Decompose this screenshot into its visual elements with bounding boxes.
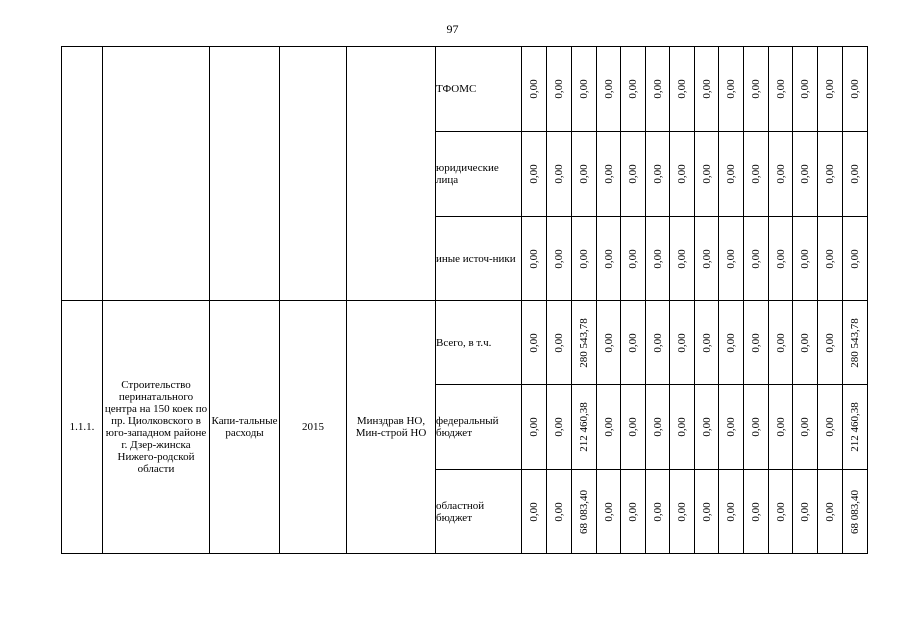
value-cell (547, 385, 572, 470)
page-number: 97 (446, 22, 459, 36)
value-cell (843, 301, 868, 385)
value-cell (621, 470, 646, 554)
value-text: 0,00 (627, 501, 639, 522)
value-cell (843, 385, 868, 470)
value-cell (793, 385, 818, 470)
value-text: 0,00 (725, 332, 737, 353)
value-text: 212 460,38 (849, 402, 861, 452)
value-cell (793, 132, 818, 217)
value-cell (719, 132, 744, 217)
value-cell (744, 470, 769, 554)
funding-source-label: областной бюджет (436, 470, 522, 554)
value-cell (597, 301, 621, 385)
value-cell (695, 470, 719, 554)
value-text: 0,00 (799, 332, 811, 353)
value-cell (547, 217, 572, 301)
value-cell (646, 301, 670, 385)
value-text: 0,00 (849, 164, 861, 184)
empty-merged-cell (347, 47, 436, 301)
value-text: 0,00 (824, 501, 836, 522)
value-text: 0,00 (774, 79, 787, 99)
value-cell (522, 47, 547, 132)
value-text: 0,00 (602, 248, 615, 269)
value-text: 0,00 (799, 417, 811, 437)
value-text: 0,00 (578, 164, 590, 184)
item-number: 1.1.1. (62, 301, 103, 554)
value-text: 0,00 (676, 164, 688, 184)
empty-merged-cell (62, 47, 103, 301)
value-text: 0,00 (799, 501, 811, 522)
value-cell (670, 385, 695, 470)
value-cell (522, 132, 547, 217)
value-text: 0,00 (750, 164, 762, 184)
value-cell (572, 132, 597, 217)
value-text: 0,00 (824, 417, 836, 437)
value-cell (597, 217, 621, 301)
value-cell (547, 132, 572, 217)
value-text: 0,00 (651, 501, 664, 522)
value-text: 0,00 (651, 79, 664, 99)
value-cell (769, 385, 793, 470)
value-text: 0,00 (676, 248, 688, 269)
value-cell (646, 47, 670, 132)
value-cell (572, 217, 597, 301)
value-cell (744, 385, 769, 470)
value-text: 0,00 (799, 248, 811, 269)
value-text: 0,00 (602, 332, 615, 353)
value-cell (695, 301, 719, 385)
value-text: 0,00 (750, 79, 762, 99)
value-cell (621, 385, 646, 470)
table-row (62, 301, 868, 385)
value-text: 0,00 (553, 417, 565, 437)
value-text: 0,00 (725, 501, 737, 522)
value-text: 0,00 (627, 417, 639, 437)
table-row (62, 47, 868, 132)
value-cell (695, 385, 719, 470)
value-text: 0,00 (725, 248, 737, 269)
value-text: 280 543,78 (578, 317, 590, 368)
value-text: 0,00 (700, 501, 713, 522)
value-cell (621, 132, 646, 217)
value-text: 0,00 (774, 332, 787, 353)
value-cell (547, 47, 572, 132)
value-cell (818, 47, 843, 132)
value-text: 0,00 (528, 164, 540, 184)
value-text: 0,00 (627, 332, 639, 353)
value-text: 0,00 (824, 79, 836, 99)
value-text: 0,00 (676, 332, 688, 353)
value-text: 0,00 (750, 417, 762, 437)
value-cell (843, 470, 868, 554)
value-cell (818, 470, 843, 554)
empty-merged-cell (210, 47, 280, 301)
value-cell (769, 132, 793, 217)
value-cell (793, 47, 818, 132)
value-cell (670, 132, 695, 217)
value-text: 0,00 (750, 332, 762, 353)
value-text: 0,00 (676, 501, 688, 522)
value-text: 0,00 (651, 417, 664, 437)
value-cell (793, 217, 818, 301)
value-text: 0,00 (553, 332, 565, 353)
value-text: 0,00 (849, 79, 861, 99)
value-text: 0,00 (824, 332, 836, 353)
value-text: 0,00 (602, 417, 615, 437)
value-text: 0,00 (700, 248, 713, 269)
value-cell (793, 301, 818, 385)
value-cell (695, 47, 719, 132)
value-cell (744, 301, 769, 385)
empty-merged-cell (103, 47, 210, 301)
value-cell (597, 132, 621, 217)
value-cell (719, 301, 744, 385)
value-cell (843, 47, 868, 132)
value-text: 0,00 (528, 248, 540, 269)
value-text: 0,00 (750, 501, 762, 522)
value-cell (547, 470, 572, 554)
value-text: 68 083,40 (578, 489, 590, 534)
value-text: 0,00 (700, 332, 713, 353)
value-cell (744, 47, 769, 132)
value-text: 0,00 (700, 79, 713, 99)
value-text: 0,00 (528, 501, 540, 522)
value-text: 0,00 (602, 501, 615, 522)
value-text: 0,00 (799, 164, 811, 184)
value-cell (744, 132, 769, 217)
value-cell (818, 301, 843, 385)
value-text: 0,00 (553, 79, 565, 99)
value-text: 0,00 (799, 79, 811, 99)
value-cell (597, 470, 621, 554)
value-cell (646, 217, 670, 301)
value-cell (818, 217, 843, 301)
value-text: 68 083,40 (849, 489, 861, 534)
value-text: 0,00 (849, 248, 861, 269)
value-cell (572, 385, 597, 470)
value-cell (818, 385, 843, 470)
value-cell (670, 301, 695, 385)
value-cell (572, 301, 597, 385)
expense-type: Капи-тальные расходы (210, 301, 280, 554)
value-text: 0,00 (651, 164, 664, 184)
value-text: 0,00 (578, 248, 590, 269)
value-text: 0,00 (750, 248, 762, 269)
value-text: 0,00 (725, 164, 737, 184)
value-cell (719, 385, 744, 470)
funding-source-label: федеральный бюджет (436, 385, 522, 470)
value-cell (597, 385, 621, 470)
value-text: 0,00 (774, 501, 787, 522)
value-text: 280 543,78 (849, 317, 861, 368)
value-cell (522, 385, 547, 470)
value-text: 0,00 (627, 248, 639, 269)
value-cell (695, 132, 719, 217)
value-text: 0,00 (602, 79, 615, 99)
value-text: 0,00 (700, 164, 713, 184)
value-text: 212 460,38 (578, 402, 590, 452)
value-cell (719, 470, 744, 554)
value-text: 0,00 (528, 79, 540, 99)
value-cell (843, 132, 868, 217)
value-cell (597, 47, 621, 132)
value-text: 0,00 (700, 417, 713, 437)
value-cell (793, 470, 818, 554)
value-cell (670, 47, 695, 132)
value-cell (572, 470, 597, 554)
funding-source-label: иные источ-ники (436, 217, 522, 301)
value-text: 0,00 (824, 248, 836, 269)
value-text: 0,00 (676, 79, 688, 99)
value-text: 0,00 (774, 164, 787, 184)
value-text: 0,00 (651, 332, 664, 353)
empty-merged-cell (280, 47, 347, 301)
value-cell (646, 470, 670, 554)
value-cell (572, 47, 597, 132)
value-text: 0,00 (553, 501, 565, 522)
value-text: 0,00 (553, 248, 565, 269)
value-cell (744, 217, 769, 301)
value-cell (522, 217, 547, 301)
value-cell (843, 217, 868, 301)
value-cell (522, 470, 547, 554)
value-text: 0,00 (528, 417, 540, 437)
value-text: 0,00 (676, 417, 688, 437)
value-cell (621, 301, 646, 385)
funding-source-label: ТФОМС (436, 47, 522, 132)
value-text: 0,00 (824, 164, 836, 184)
value-text: 0,00 (725, 79, 737, 99)
value-cell (670, 217, 695, 301)
value-text: 0,00 (725, 417, 737, 437)
funding-source-label: Всего, в т.ч. (436, 301, 522, 385)
value-text: 0,00 (774, 248, 787, 269)
value-text: 0,00 (578, 79, 590, 99)
value-cell (769, 47, 793, 132)
value-text: 0,00 (651, 248, 664, 269)
value-cell (769, 217, 793, 301)
value-cell (547, 301, 572, 385)
value-cell (695, 217, 719, 301)
value-cell (621, 47, 646, 132)
value-text: 0,00 (528, 332, 540, 353)
value-cell (646, 385, 670, 470)
value-text: 0,00 (627, 79, 639, 99)
value-text: 0,00 (774, 417, 787, 437)
value-text: 0,00 (627, 164, 639, 184)
program-funding-table (61, 46, 868, 554)
value-cell (719, 217, 744, 301)
value-cell (670, 470, 695, 554)
item-executor: Минздрав НО, Мин-строй НО (347, 301, 436, 554)
value-cell (522, 301, 547, 385)
value-cell (818, 132, 843, 217)
value-cell (646, 132, 670, 217)
value-cell (719, 47, 744, 132)
item-name: Строительство перинатального центра на 150 коек по пр. Циолковского в юго-западном районе г. Дзер-жинска Нижего-родской области (103, 301, 210, 554)
value-text: 0,00 (553, 164, 565, 184)
value-cell (769, 301, 793, 385)
item-year: 2015 (280, 301, 347, 554)
value-cell (769, 470, 793, 554)
value-text: 0,00 (602, 164, 615, 184)
funding-source-label: юридические лица (436, 132, 522, 217)
value-cell (621, 217, 646, 301)
